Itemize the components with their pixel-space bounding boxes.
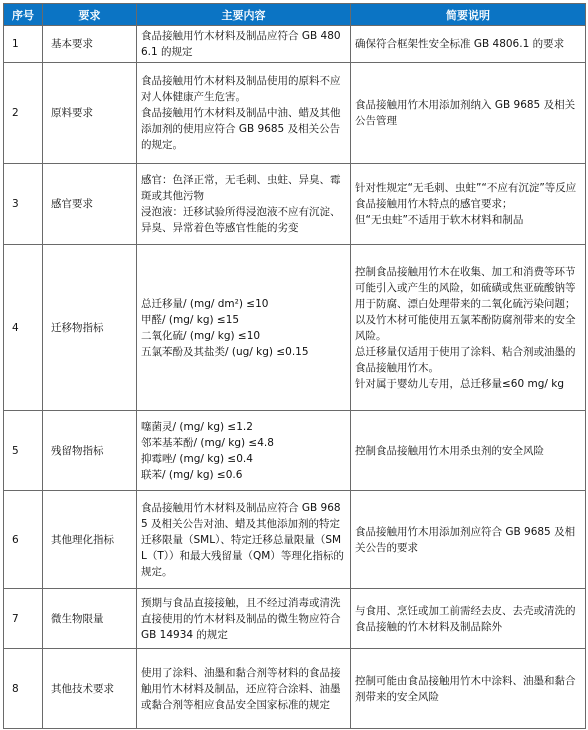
table-row [4,63,586,164]
requirement-cell: 其他技术要求 [43,649,137,729]
content-line: 食品接触用竹木材料及制品应符合 GB 4806.1 的规定 [141,30,341,58]
row-number: 1 [4,26,43,63]
requirement-cell: 其他理化指标 [43,491,137,589]
row-number: 2 [4,63,43,164]
table-row [4,245,586,411]
row-number: 7 [4,589,43,649]
requirement-cell: 迁移物指标 [43,245,137,411]
content-line: 食品接触用竹木材料及制品中油、蜡及其他添加剂的使用应符合 GB 9685 及相关公告的规定。 [141,107,341,151]
explanation-line: 但“无虫蛀”不适用于软木材料和制品 [355,214,524,226]
content-cell [137,491,351,589]
standards-table [3,3,586,729]
explanation-line: 控制可能由食品接触用竹木中涂料、油墨和黏合剂带来的安全风险 [355,674,576,703]
row-number: 6 [4,491,43,589]
explanation-cell [351,411,586,491]
table-header-row [4,4,586,26]
header-no: 序号 [4,4,43,26]
content-cell [137,26,351,63]
row-number: 3 [4,164,43,245]
row-number: 4 [4,245,43,411]
content-line: 总迁移量/ (mg/ dm²) ≤10 [141,297,269,310]
content-line: 食品接触用竹木材料及制品使用的原料不应对人体健康产生危害。 [141,75,341,103]
requirement-cell: 原料要求 [43,63,137,164]
table-row [4,491,586,589]
content-line: 二氧化硫/ (mg/ kg) ≤10 [141,329,261,342]
content-line: 感官：色泽正常，无毛刺、虫蛀、异臭、霉斑或其他污物 [141,174,341,202]
requirement-cell: 残留物指标 [43,411,137,491]
table-row [4,26,586,63]
content-line: 使用了涂料、油墨和黏合剂等材料的食品接触用竹木材料及制品，还应符合涂料、油墨或黏合剂等相应食品安全国家标准的规定 [141,666,341,711]
explanation-line: 控制食品接触用竹木用杀虫剂的安全风险 [355,444,544,457]
explanation-cell [351,164,586,245]
explanation-line: 总迁移量仅适用于使用了涂料、粘合剂或油墨的食品接触用竹木。 [355,345,576,374]
explanation-line: 针对属于婴幼儿专用，总迁移量≤60 mg/ kg [355,377,565,390]
table-row [4,164,586,245]
content-line: 联苯/ (mg/ kg) ≤0.6 [141,468,243,481]
table-row [4,589,586,649]
explanation-cell [351,649,586,729]
header-content: 主要内容 [137,4,351,26]
content-line: 食品接触用竹木材料及制品应符合 GB 9685 及相关公告对油、蜡及其他添加剂的特定迁移限量（SML）、特定迁移总量限量（SML（T））和最大残留量（QM）等理化指标的规定。 [141,501,344,578]
explanation-line: 与食用、烹饪或加工前需经去皮、去壳或清洗的食品接触的竹木材料及制品除外 [355,604,576,633]
explanation-cell [351,26,586,63]
content-line: 甲醛/ (mg/ kg) ≤15 [141,313,240,326]
requirement-cell: 感官要求 [43,164,137,245]
row-number: 5 [4,411,43,491]
explanation-line: 食品接触用竹木用添加剂纳入 GB 9685 及相关公告管理 [355,99,576,127]
content-line: 噻菌灵/ (mg/ kg) ≤1.2 [141,420,253,433]
explanation-line: 控制食品接触用竹木在收集、加工和消费等环节可能引入或产生的风险，如硫磺或焦亚硫酸钠等用于防腐、漂白处理带来的二氧化硫污染问题；以及竹木材可能使用五氯苯酚防腐剂带来的安全风险。 [355,265,576,342]
content-line: 五氯苯酚及其盐类/ (ug/ kg) ≤0.15 [141,345,309,358]
table-row [4,649,586,729]
explanation-cell [351,245,586,411]
content-cell [137,63,351,164]
explanation-cell [351,491,586,589]
content-cell [137,589,351,649]
content-line: 浸泡液：迁移试验所得浸泡液不应有沉淀、异臭、异常着色等感官性能的劣变 [141,206,341,234]
content-line: 预期与食品直接接触，且不经过消毒或清洗直接使用的竹木材料及制品的微生物应符合 GB 14934 的规定 [141,596,341,641]
content-cell [137,245,351,411]
content-line: 邻苯基苯酚/ (mg/ kg) ≤4.8 [141,436,274,449]
content-cell [137,649,351,729]
explanation-cell [351,589,586,649]
content-cell [137,411,351,491]
header-explanation: 简要说明 [351,4,586,26]
requirement-cell: 微生物限量 [43,589,137,649]
explanation-line: 确保符合框架性安全标准 GB 4806.1 的要求 [355,38,565,50]
content-cell [137,164,351,245]
requirement-cell: 基本要求 [43,26,137,63]
table-row [4,411,586,491]
explanation-line: 食品接触用竹木用添加剂应符合 GB 9685 及相关公告的要求 [355,525,576,554]
content-line: 抑霉唑/ (mg/ kg) ≤0.4 [141,452,253,465]
header-requirement: 要求 [43,4,137,26]
explanation-line: 针对性规定“无毛刺、虫蛀”“不应有沉淀”等反应食品接触用竹木特点的感官要求； [355,182,577,210]
explanation-cell [351,63,586,164]
row-number: 8 [4,649,43,729]
